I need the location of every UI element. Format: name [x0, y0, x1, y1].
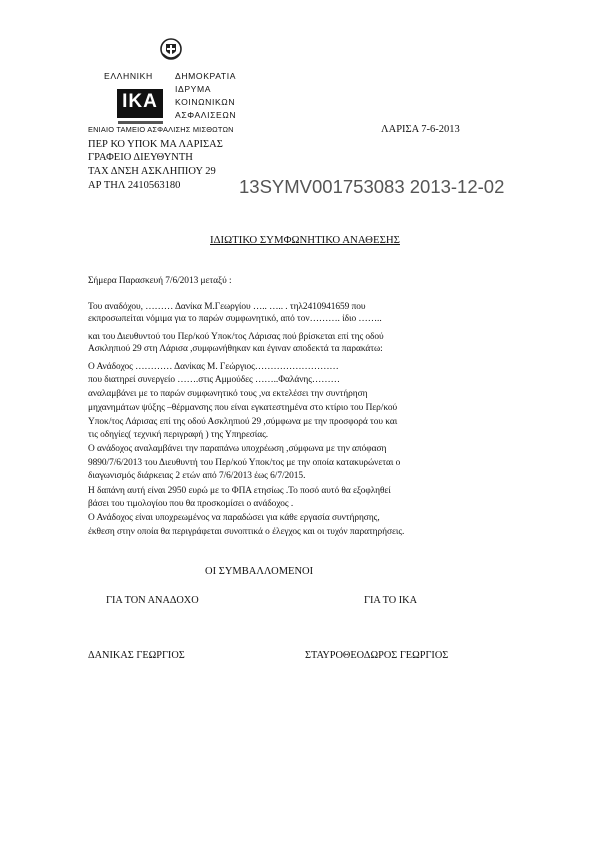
body-line: 9890/7/6/2013 του Διευθυντή του Περ/κού Υποκ/τος με την οποία κατακυρώνεται ο: [88, 458, 401, 468]
logo-tagline-bar: [118, 121, 163, 124]
signature-label-contractor: ΓΙΑ ΤΟΝ ΑΝΑΔΟΧΟ: [106, 595, 199, 606]
body-line: διαγωνισμός διάρκειας 2 ετών από 7/6/2013 έως 6/7/2015.: [88, 471, 306, 481]
place-date: ΛΑΡΙΣΑ 7-6-2013: [381, 124, 460, 135]
body-line: και του Διευθυντού του Περ/κού Υποκ/τος Λάρισας πού βρίσκεται επί της οδού: [88, 332, 384, 342]
address-line-2: ΓΡΑΦΕΙΟ ΔΙΕΥΘΥΝΤΗ: [88, 152, 193, 163]
logo-org-line-2: ΚΟΙΝΩΝΙΚΩΝ: [175, 97, 236, 107]
body-line: βάσει του τιμολογίου που θα προσκομίσει ο ανάδοχος .: [88, 499, 294, 509]
body-line: εκπροσωπείται νόμιμα για το παρών συμφωνητικό, από τον………. ίδιο ……..: [88, 314, 382, 324]
stamp-code: 13SYMV001753083 2013-12-02: [239, 176, 505, 197]
intro-line: Σήμερα Παρασκευή 7/6/2013 μεταξύ :: [88, 276, 232, 286]
document-title: ΙΔΙΩΤΙΚΟ ΣΥΜΦΩΝΗΤΙΚΟ ΑΝΑΘΕΣΗΣ: [210, 234, 400, 246]
parties-heading: ΟΙ ΣΥΜΒΑΛΛΟΜΕΝΟΙ: [205, 566, 314, 577]
ika-logo-text: ΙΚΑ: [122, 91, 158, 112]
logo-org-line-1: ΙΔΡΥΜΑ: [175, 84, 212, 94]
body-line: αναλαμβάνει με το παρών συμφωνητικό τους ,να εκτελέσει την συντήρηση: [88, 389, 368, 399]
fund-name: ΕΝΙΑΙΟ ΤΑΜΕΙΟ ΑΣΦΑΛΙΣΗΣ ΜΙΣΘΩΤΩΝ: [88, 125, 234, 134]
body-line: Η δαπάνη αυτή είναι 2950 ευρώ με το ΦΠΑ ετησίως .Το ποσό αυτό θα εξοφληθεί: [88, 486, 391, 496]
logo-gov-left: ΕΛΛΗΝΙΚΗ: [104, 71, 153, 81]
coat-of-arms-icon: [160, 36, 182, 62]
signatory-name-ika: ΣΤΑΥΡΟΘΕΟΔΩΡΟΣ ΓΕΩΡΓΙΟΣ: [305, 650, 449, 661]
body-line: τις οδηγίες( τεχνική περιγραφή ) της Υπηρεσίας.: [88, 430, 269, 440]
body-line: έκθεση στην οποία θα περιγράφεται συνοπτικά ο έλεγχος και οι τυχόν παρατηρήσεις.: [88, 527, 405, 537]
body-line: Ασκληπιού 29 στη Λάρισα ,συμφωνήθηκαν και έγιναν αποδεκτά τα παρακάτω:: [88, 344, 383, 354]
address-line-4: ΑΡ ΤΗΛ 2410563180: [88, 180, 181, 191]
signature-label-ika: ΓΙΑ ΤΟ ΙΚΑ: [364, 595, 418, 606]
address-line-1: ΠΕΡ ΚΟ ΥΠΟΚ ΜΑ ΛΑΡΙΣΑΣ: [88, 139, 223, 150]
body-line: Του αναδόχου, ……… Δανίκα Μ.Γεωργίου ….. ….. . τηλ2410941659 που: [88, 302, 366, 312]
address-line-3: ΤΑΧ ΔΝΣΗ ΑΣΚΛΗΠΙΟΥ 29: [88, 166, 216, 177]
body-line: Ο Ανάδοχος ………… Δανίκας Μ. Γεώργιος………………………: [88, 362, 339, 372]
logo-stripe: [117, 118, 163, 120]
logo-gov-right: ΔΗΜΟΚΡΑΤΙΑ: [175, 71, 237, 81]
body-line: που διατηρεί συνεργείο …….στις Αμμούδες ……..Φαλάνης………: [88, 375, 340, 385]
ika-logo: [117, 89, 163, 120]
body-line: Ο Ανάδοχος είναι υποχρεωμένος να παραδώσει για κάθε εργασία συντήρησης,: [88, 513, 380, 523]
body-line: Ο ανάδοχος αναλαμβάνει την παραπάνω υποχρέωση ,σύμφωνα με την απόφαση: [88, 444, 387, 454]
body-line: Υποκ/τος Λάρισας επί της οδού Ασκληπιού 29 ,σύμφωνα με την προσφορά του και: [88, 417, 398, 427]
body-line: μηχανημάτων ψύξης –θέρμανσης που είναι εγκατεστημένα στο κτίριο του Περ/κού: [88, 403, 398, 413]
signatory-name-contractor: ΔΑΝΙΚΑΣ ΓΕΩΡΓΙΟΣ: [88, 650, 185, 661]
logo-org-line-3: ΑΣΦΑΛΙΣΕΩΝ: [175, 110, 237, 120]
